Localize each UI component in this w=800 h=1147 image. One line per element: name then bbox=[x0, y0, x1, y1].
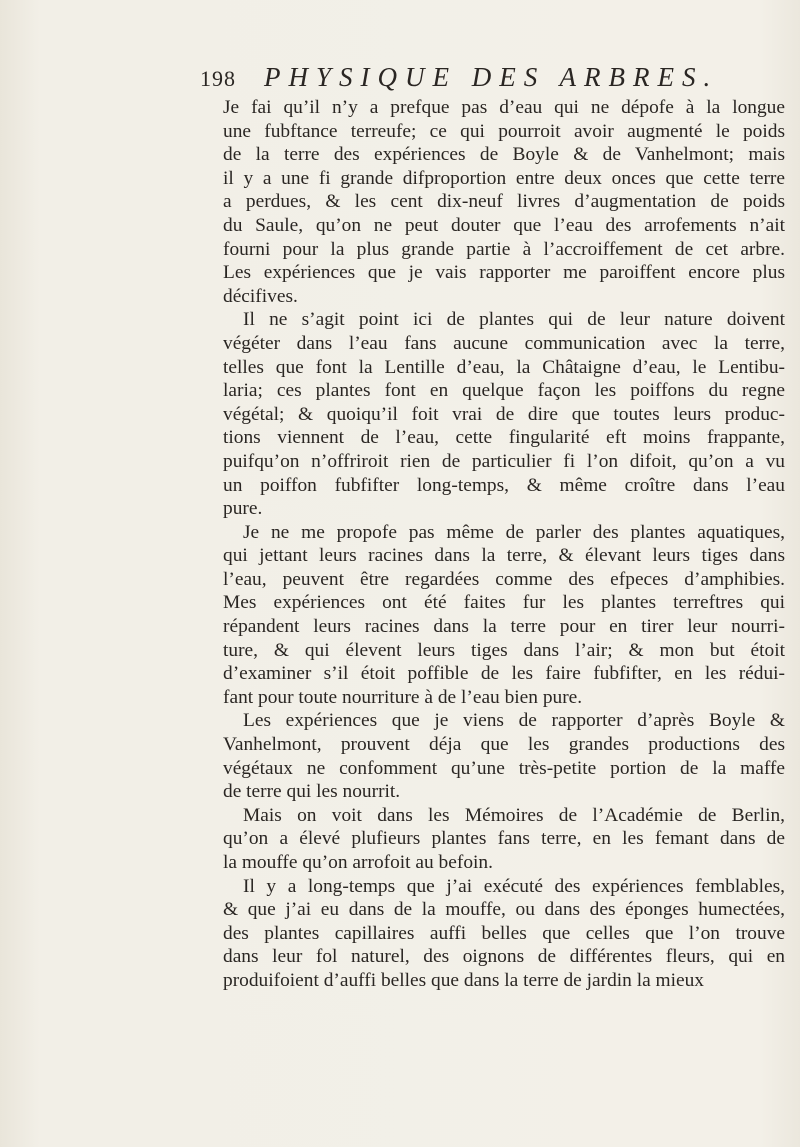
page-header bbox=[200, 62, 800, 98]
text-line: puifqu’on n’offriroit rien de particulier fi l’on difoit, qu’on a vu bbox=[223, 450, 785, 472]
text-line: Je fai qu’il n’y a prefque pas d’eau qui ne dépofe à la longue bbox=[223, 97, 785, 118]
text-line: Mais on voit dans les Mémoires de l’Académie de Berlin, bbox=[243, 804, 785, 826]
text-line: ture, & qui élevent leurs tiges dans l’air; & mon but étoit bbox=[223, 639, 785, 661]
text-line: un poiffon fubfifter long-temps, & même croître dans l’eau bbox=[223, 474, 785, 496]
text-line: & que j’ai eu dans de la mouffe, ou dans des éponges humectées, bbox=[223, 899, 785, 921]
paragraph bbox=[223, 804, 785, 875]
paragraph bbox=[223, 875, 785, 993]
text-line: Les expériences que je vais rapporter me paroiffent encore plus bbox=[223, 262, 785, 284]
text-line: telles que font la Lentille d’eau, la Châtaigne d’eau, le Lentibu- bbox=[223, 356, 785, 378]
page-number: 198 bbox=[200, 66, 236, 91]
text-line: produifoient d’auffi belles que dans la terre de jardin la mieux bbox=[223, 969, 705, 991]
text-line: répandent leurs racines dans la terre pour en tirer leur nourri- bbox=[223, 616, 785, 638]
text-line: d’examiner s’il étoit poffible de les faire fubfifter, en les rédui- bbox=[223, 663, 785, 685]
text-line: végétaux ne confomment qu’une très-petite portion de la maffe bbox=[223, 757, 785, 779]
text-line: qu’on a élevé plufieurs plantes fans terre, en les femant dans de bbox=[223, 828, 785, 850]
paragraph bbox=[223, 96, 785, 308]
text-line: dans leur fol naturel, des oignons de différentes fleurs, qui en bbox=[223, 946, 785, 968]
paragraph bbox=[223, 308, 785, 520]
text-line: qui jettant leurs racines dans la terre, & élevant leurs tiges dans bbox=[223, 545, 785, 567]
text-line: tions viennent de l’eau, cette fingularité eft moins frappante, bbox=[223, 427, 785, 449]
text-line: fant pour toute nourriture à de l’eau bien pure. bbox=[223, 686, 583, 708]
text-line: il y a une fi grande difproportion entre deux onces que cette terre bbox=[223, 167, 785, 189]
text-line: la mouffe qu’on arrofoit au befoin. bbox=[223, 852, 493, 873]
text-line: des plantes capillaires auffi belles que celles que l’on trouve bbox=[223, 922, 785, 944]
paragraph bbox=[223, 521, 785, 710]
text-line: l’eau, peuvent être regardées comme des efpeces d’amphibies. bbox=[223, 568, 785, 590]
text-line: laria; ces plantes font en quelque façon les poiffons du regne bbox=[223, 380, 785, 402]
text-line: Je ne me propofe pas même de parler des plantes aquatiques, bbox=[243, 521, 785, 543]
text-line: Il y a long-temps que j’ai exécuté des expériences femblables, bbox=[243, 875, 785, 897]
text-line: Les expériences que je viens de rapporter d’après Boyle & bbox=[243, 710, 785, 732]
text-line: fourni pour la plus grande partie à l’accroiffement de cet arbre. bbox=[223, 238, 785, 260]
text-line: du Saule, qu’on ne peut douter que l’eau des arrofements n’ait bbox=[223, 214, 785, 236]
paragraph bbox=[223, 709, 785, 803]
text-line: pure. bbox=[223, 498, 263, 520]
text-line: a perdues, & les cent dix-neuf livres d’augmentation de poids bbox=[223, 191, 785, 213]
body-text bbox=[223, 96, 785, 993]
text-line: de la terre des expériences de Boyle & de Vanhelmont; mais bbox=[223, 144, 785, 166]
text-line: Vanhelmont, prouvent déja que les grandes productions des bbox=[223, 734, 785, 756]
text-line: végéter dans l’eau fans aucune communication avec la terre, bbox=[223, 332, 785, 354]
text-line: végétal; & quoiqu’il foit vrai de dire que toutes leurs produc- bbox=[223, 403, 785, 425]
text-line: une fubftance terreufe; ce qui pourroit avoir augmenté le poids bbox=[223, 120, 785, 142]
text-line: Mes expériences ont été faites fur les plantes terreftres qui bbox=[223, 592, 785, 614]
text-line: décifives. bbox=[223, 285, 298, 307]
text-line: Il ne s’agit point ici de plantes qui de leur nature doivent bbox=[243, 309, 785, 331]
text-line: de terre qui les nourrit. bbox=[223, 781, 401, 803]
running-title: PHYSIQUE DES ARBRES. bbox=[264, 62, 719, 92]
